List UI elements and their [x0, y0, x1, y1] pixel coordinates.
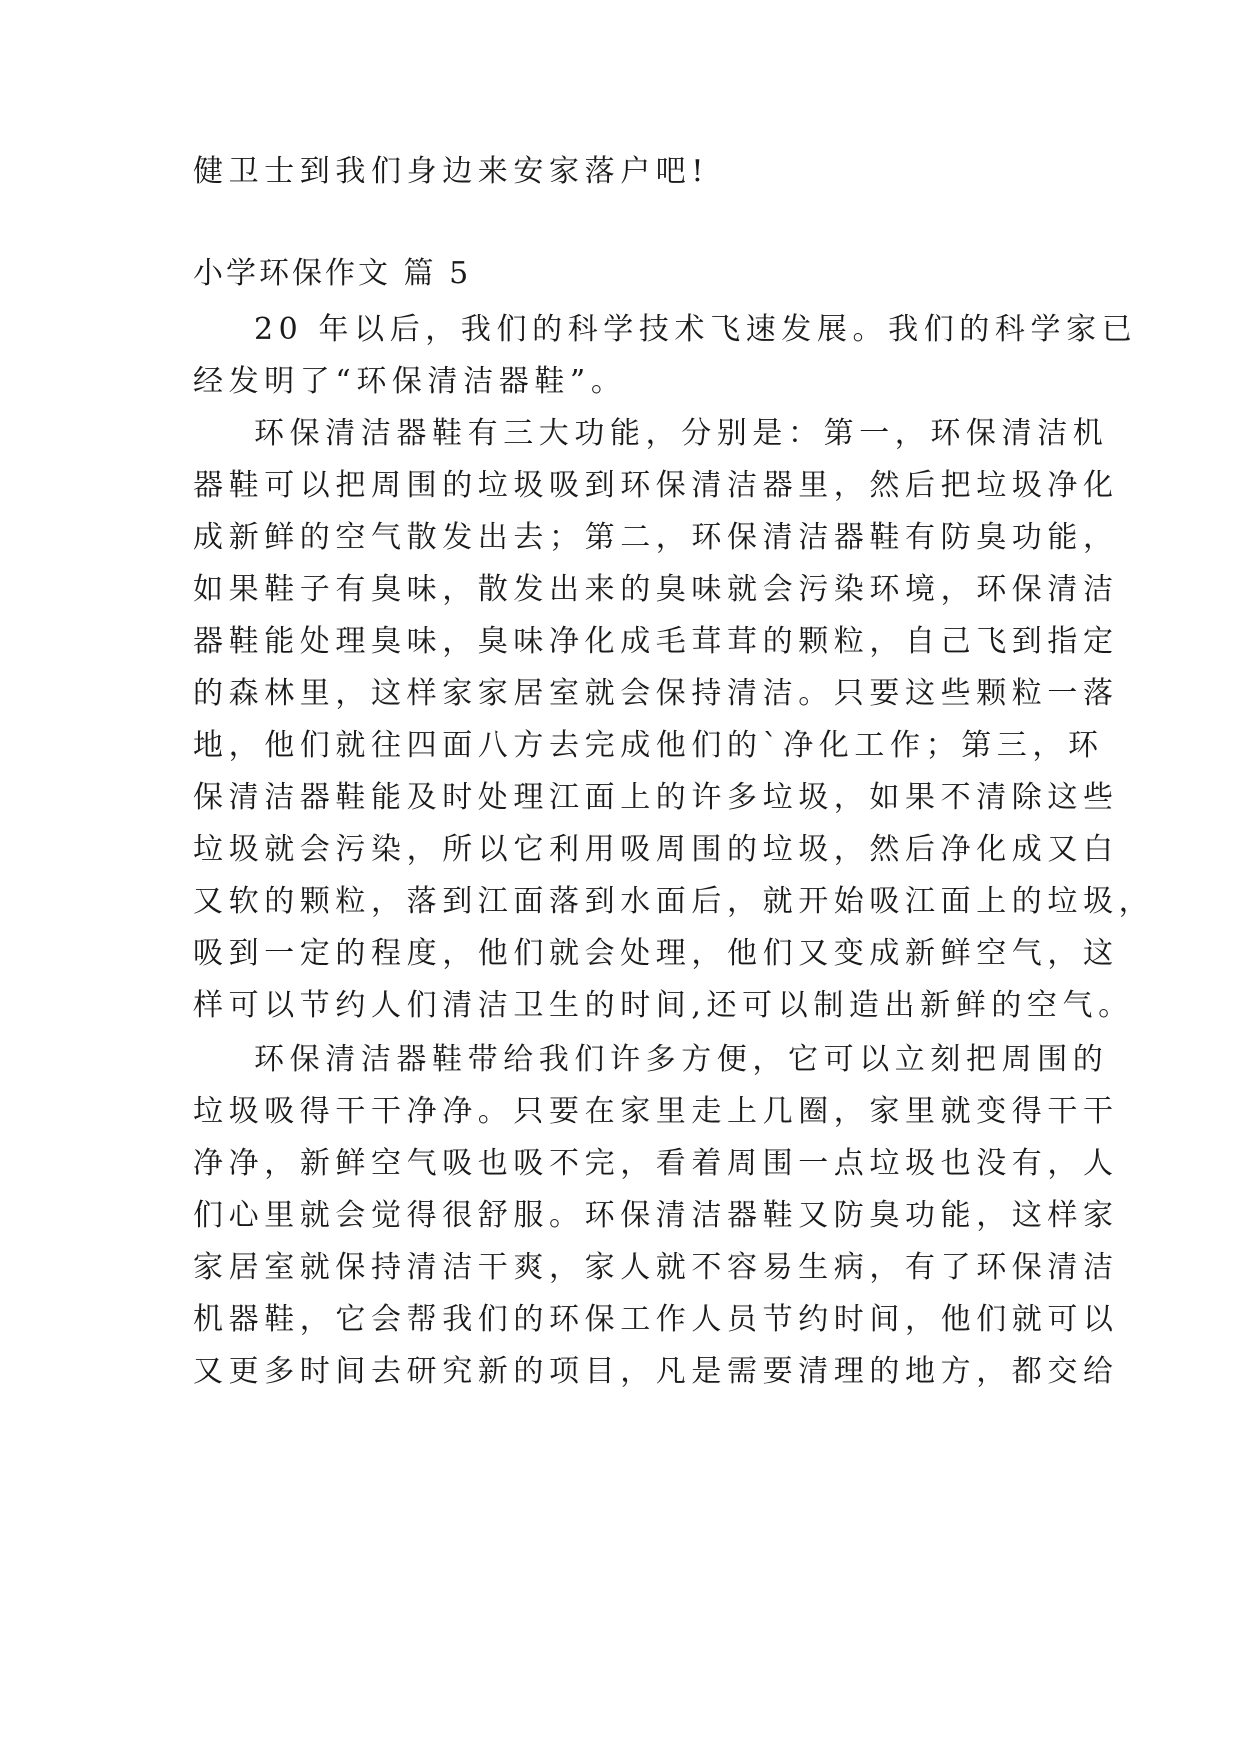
paragraph-line: 如果鞋子有臭味，散发出来的臭味就会污染环境，环保清洁	[193, 572, 1119, 607]
paragraph-line: 家居室就保持清洁干爽，家人就不容易生病，有了环保清洁	[193, 1250, 1119, 1285]
paragraph-line: 机器鞋，它会帮我们的环保工作人员节约时间，他们就可以	[193, 1302, 1119, 1337]
paragraph-line: 垃圾就会污染，所以它利用吸周围的垃圾，然后净化成又白	[193, 832, 1119, 867]
continuation-line: 健卫士到我们身边来安家落户吧!	[193, 154, 710, 189]
paragraph-line: 净净，新鲜空气吸也吸不完，看着周围一点垃圾也没有，人	[193, 1146, 1119, 1181]
paragraph-line: 的森林里，这样家家居室就会保持清洁。只要这些颗粒一落	[193, 676, 1119, 711]
paragraph-line: 地，他们就往四面八方去完成他们的`净化工作；第三，环	[193, 728, 1104, 763]
paragraph-line: 样可以节约人们清洁卫生的时间,还可以制造出新鲜的空气。	[193, 988, 1134, 1023]
section-heading: 小学环保作文 篇 5	[193, 256, 472, 291]
paragraph-line: 器鞋能处理臭味，臭味净化成毛茸茸的颗粒，自己飞到指定	[193, 624, 1119, 659]
paragraph-line: 环保清洁器鞋有三大功能，分别是：第一，环保清洁机	[254, 416, 1109, 451]
paragraph-line: 又更多时间去研究新的项目，凡是需要清理的地方，都交给	[193, 1354, 1119, 1389]
paragraph-line: 器鞋可以把周围的垃圾吸到环保清洁器里，然后把垃圾净化	[193, 468, 1119, 503]
paragraph-line: 垃圾吸得干干净净。只要在家里走上几圈，家里就变得干干	[193, 1094, 1119, 1129]
paragraph-line: 保清洁器鞋能及时处理江面上的许多垃圾，如果不清除这些	[193, 780, 1119, 815]
paragraph-line: 20 年以后，我们的科学技术飞速发展。我们的科学家已	[254, 312, 1138, 347]
paragraph-line: 环保清洁器鞋带给我们许多方便，它可以立刻把周围的	[254, 1042, 1109, 1077]
paragraph-line: 成新鲜的空气散发出去；第二，环保清洁器鞋有防臭功能，	[193, 520, 1119, 555]
paragraph-line: 们心里就会觉得很舒服。环保清洁器鞋又防臭功能，这样家	[193, 1198, 1119, 1233]
paragraph-line: 吸到一定的程度，他们就会处理，他们又变成新鲜空气，这	[193, 936, 1119, 971]
paragraph-line: 又软的颗粒，落到江面落到水面后，就开始吸江面上的垃圾，	[193, 884, 1155, 919]
paragraph-line: 经发明了“环保清洁器鞋”。	[193, 364, 627, 399]
